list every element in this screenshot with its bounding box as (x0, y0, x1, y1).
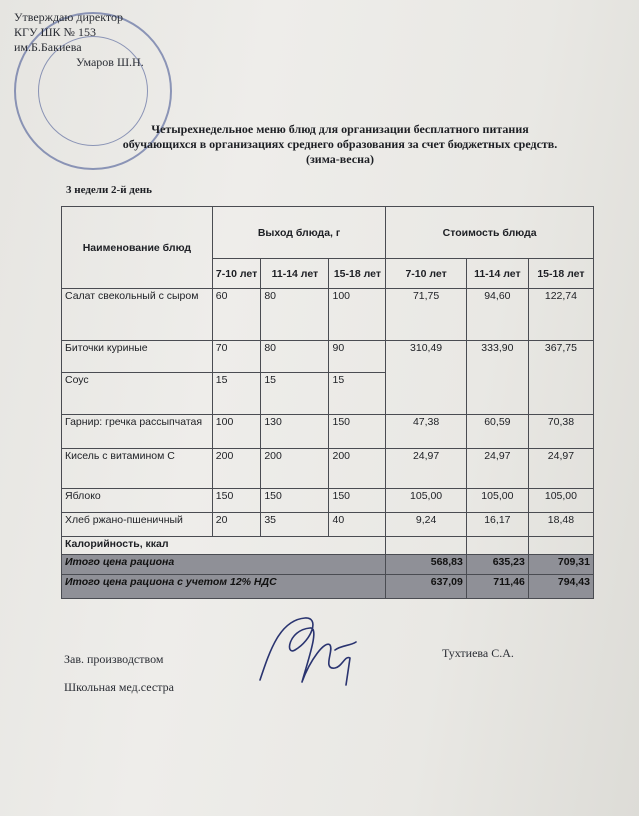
table-row (62, 341, 594, 373)
cost-cell: 94,60 (466, 289, 528, 341)
title-line-1: Четырехнедельное меню блюд для организации бесплатного питания (151, 122, 529, 136)
approval-director: Умаров Ш.Н. (76, 55, 144, 69)
total-vat-row (62, 575, 594, 599)
table-row (62, 489, 594, 513)
handwritten-signature (250, 610, 370, 690)
dish-name: Биточки куриные (62, 341, 213, 373)
dish-name: Соус (62, 373, 213, 415)
calories-label: Калорийность, ккал (62, 537, 386, 555)
header-cost-age-2: 11-14 лет (466, 259, 528, 289)
yield-cell: 80 (261, 289, 329, 341)
table-row (62, 289, 594, 341)
table-row (62, 513, 594, 537)
dish-name: Кисель с витамином С (62, 449, 213, 489)
yield-cell: 100 (329, 289, 386, 341)
yield-cell: 15 (212, 373, 261, 415)
title-line-2: обучающихся в организациях среднего образования за счет бюджетных средств. (122, 137, 558, 151)
total-row (62, 555, 594, 575)
cost-cell: 105,00 (386, 489, 467, 513)
total-label: Итого цена рациона (62, 555, 386, 575)
approval-school-name: им.Б.Бакиева (14, 40, 82, 54)
header-cost-age-1: 7-10 лет (386, 259, 467, 289)
yield-cell: 150 (329, 489, 386, 513)
yield-cell: 200 (261, 449, 329, 489)
total-vat-cell: 637,09 (386, 575, 467, 599)
menu-table (61, 206, 594, 599)
total-cell: 709,31 (528, 555, 593, 575)
header-cost-age-3: 15-18 лет (528, 259, 593, 289)
cost-cell: 333,90 (466, 341, 528, 415)
cost-cell: 24,97 (528, 449, 593, 489)
table-row (62, 415, 594, 449)
total-cell: 635,23 (466, 555, 528, 575)
yield-cell: 20 (212, 513, 261, 537)
total-vat-label: Итого цена рациона с учетом 12% НДС (62, 575, 386, 599)
total-vat-cell: 711,46 (466, 575, 528, 599)
dish-name: Гарнир: гречка рассыпчатая (62, 415, 213, 449)
yield-cell: 150 (261, 489, 329, 513)
yield-cell: 15 (329, 373, 386, 415)
header-dish-name: Наименование блюд (62, 207, 213, 289)
yield-cell: 60 (212, 289, 261, 341)
header-yield-age-1: 7-10 лет (212, 259, 261, 289)
cost-cell: 367,75 (528, 341, 593, 415)
header-yield: Выход блюда, г (212, 207, 386, 259)
dish-name: Хлеб ржано-пшеничный (62, 513, 213, 537)
dish-name: Яблоко (62, 489, 213, 513)
dish-name: Салат свекольный с сыром (62, 289, 213, 341)
cost-cell: 60,59 (466, 415, 528, 449)
approval-school: КГУ ШК № 153 (14, 25, 96, 39)
title-line-3: (зима-весна) (305, 152, 374, 166)
yield-cell: 150 (212, 489, 261, 513)
approval-block (14, 10, 144, 70)
yield-cell: 200 (329, 449, 386, 489)
yield-cell: 15 (261, 373, 329, 415)
header-cost: Стоимость блюда (386, 207, 594, 259)
header-yield-age-2: 11-14 лет (261, 259, 329, 289)
cost-cell: 122,74 (528, 289, 593, 341)
cost-cell: 24,97 (466, 449, 528, 489)
cost-cell: 105,00 (528, 489, 593, 513)
production-head-name: Тухтиева С.А. (442, 646, 514, 660)
cost-cell: 18,48 (528, 513, 593, 537)
total-vat-cell: 794,43 (528, 575, 593, 599)
cost-cell: 310,49 (386, 341, 467, 415)
approval-title: Утверждаю директор (14, 10, 123, 24)
yield-cell: 35 (261, 513, 329, 537)
week-day-label: 3 недели 2-й день (66, 184, 152, 196)
production-head-label: Зав. производством (64, 652, 164, 666)
yield-cell: 80 (261, 341, 329, 373)
yield-cell: 70 (212, 341, 261, 373)
yield-cell: 90 (329, 341, 386, 373)
total-cell: 568,83 (386, 555, 467, 575)
yield-cell: 40 (329, 513, 386, 537)
table-row (62, 449, 594, 489)
cost-cell: 24,97 (386, 449, 467, 489)
cost-cell: 47,38 (386, 415, 467, 449)
nurse-label: Школьная мед.сестра (64, 680, 174, 694)
yield-cell: 130 (261, 415, 329, 449)
document-title (60, 122, 620, 167)
yield-cell: 100 (212, 415, 261, 449)
yield-cell: 200 (212, 449, 261, 489)
cost-cell: 71,75 (386, 289, 467, 341)
cost-cell: 9,24 (386, 513, 467, 537)
cost-cell: 105,00 (466, 489, 528, 513)
calories-row (62, 537, 594, 555)
cost-cell: 70,38 (528, 415, 593, 449)
yield-cell: 150 (329, 415, 386, 449)
cost-cell: 16,17 (466, 513, 528, 537)
header-yield-age-3: 15-18 лет (329, 259, 386, 289)
